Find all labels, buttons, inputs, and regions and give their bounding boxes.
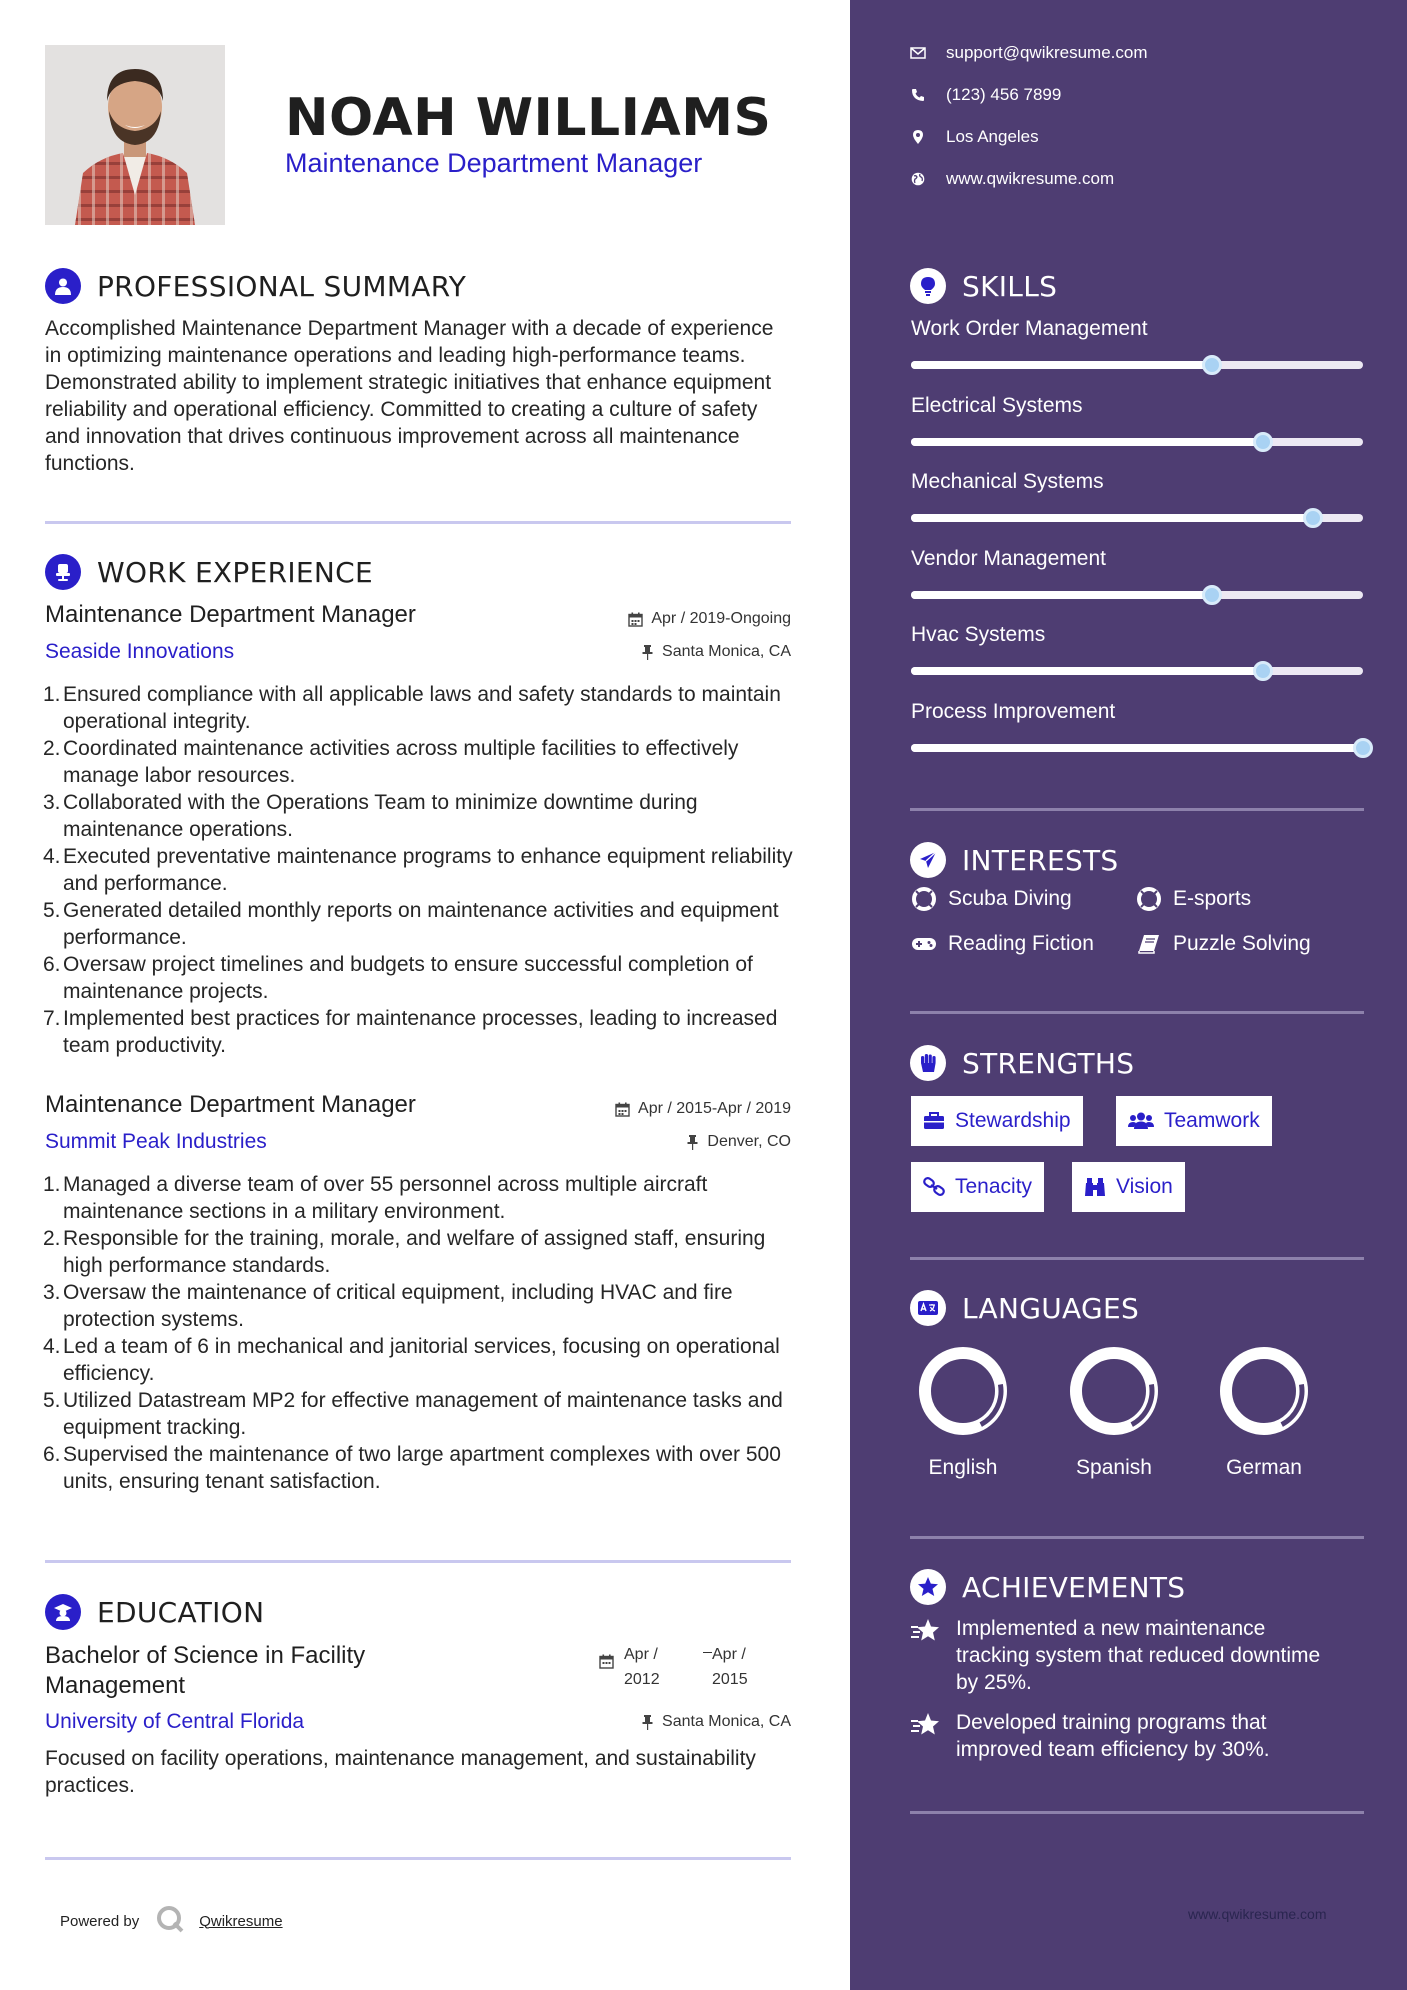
skill-name: Vendor Management [911,546,1106,570]
job-1-date-text: Apr / 2019-Ongoing [651,610,791,627]
list-item: 5. Utilized Datastream MP2 for effective management of maintenance tasks and equipment tracking. [43,1389,783,1439]
list-item: 6. Supervised the maintenance of two large apartment complexes with over 500 units, ensuring tenant satisfaction. [43,1443,781,1493]
email-text: support@qwikresume.com [946,43,1148,62]
contact-location [910,127,1039,147]
qwikresume-logo-icon [155,1904,185,1938]
job-2-title: Maintenance Department Manager [45,1091,416,1118]
list-item: 4. Led a team of 6 in mechanical and janitorial services, focusing on operational efficiency. [43,1335,780,1385]
skill-name: Process Improvement [911,699,1116,723]
skill-name: Work Order Management [911,317,1148,340]
job-2-responsibilities [45,1171,805,1495]
skill-bar [911,744,1363,752]
skill-level-knob [1303,508,1323,528]
star-icon [910,1709,942,1763]
lightbulb-icon [910,268,946,304]
languages-title: LANGUAGES [962,1291,1140,1325]
candidate-name: NOAH WILLIAMS [285,88,772,148]
skill-bar-fill [911,438,1263,446]
education-heading [45,1592,264,1632]
skill-bar [911,361,1363,369]
skill-level-knob [1253,432,1273,452]
education-divider [45,1857,791,1860]
interest-item: Scuba Diving [910,887,1072,911]
achievement-item: Implemented a new maintenance tracking system that reduced downtime by 25%. [910,1615,1330,1696]
list-item: 5. Generated detailed monthly reports on maintenance activities and equipment performance. [43,899,779,949]
candidate-title: Maintenance Department Manager [285,148,703,178]
footer-website[interactable]: www.qwikresume.com [1188,1906,1327,1922]
interest-item: E-sports [1135,887,1251,911]
briefcase-chair-icon [45,554,81,590]
pin-icon [641,645,654,660]
achievement-item: Developed training programs that improved team efficiency by 30%. [910,1709,1330,1763]
gamepad-icon [910,936,938,952]
briefcase-icon [923,1112,945,1130]
powered-by-label: Powered by [60,1912,140,1930]
contact-phone[interactable] [910,85,1061,105]
list-item: 1. Managed a diverse team of over 55 personnel across multiple aircraft maintenance sections in a military environment. [43,1173,708,1223]
summary-divider [45,521,791,524]
skills-title: SKILLS [962,269,1058,303]
calendar-icon [615,1102,630,1117]
education-end-date: Apr / 2015 [712,1646,748,1688]
language-icon [910,1290,946,1326]
job-1-company: Seaside Innovations [45,640,235,663]
globe-icon [910,172,926,186]
list-item: 6. Oversaw project timelines and budgets to ensure successful completion of maintenance projects. [43,953,753,1003]
summary-heading [45,266,466,306]
list-item: 2. Responsible for the training, morale, and welfare of assigned staff, ensuring high performance standards. [43,1227,766,1277]
pin-icon [641,1715,654,1730]
date-separator [703,1652,712,1653]
interest-item: Reading Fiction [910,932,1094,956]
skill-level-knob [1202,585,1222,605]
profile-photo [45,45,225,225]
skill-bar [911,591,1363,599]
language-level-ring [917,1345,1009,1437]
job-2-location [686,1133,791,1151]
skill-bar [911,438,1363,446]
experience-divider [45,1560,791,1563]
job-1-location [641,643,791,661]
strength-chip: Vision [1072,1162,1185,1212]
language-ring-center [1234,1361,1294,1421]
job-2-company: Summit Peak Industries [45,1130,267,1153]
binoculars-icon [1084,1177,1106,1197]
calendar-icon [599,1654,614,1674]
school-name: University of Central Florida [45,1710,305,1733]
education-title: EDUCATION [97,1595,265,1629]
skill-name: Electrical Systems [911,393,1083,417]
pin-icon [686,1135,699,1150]
summary-text: Accomplished Maintenance Department Manager with a decade of experience in optimizing maintenance operations and leading high-performance teams. Demonstrated ability to implement strategic initiatives that enhance equipment reliability and operational efficiency. Committed to creating a culture of safety and innovation that drives continuous improvement across all maintenance functions. [45,317,774,475]
phone-text: (123) 456 7899 [946,85,1062,104]
star-badge-icon [910,1569,946,1605]
skill-bar [911,667,1363,675]
languages-heading [910,1288,1139,1328]
languages-divider [910,1536,1364,1539]
degree-line-2: Management [45,1672,186,1699]
avatar-image [45,45,225,225]
job-1-location-text: Santa Monica, CA [662,643,791,660]
education-location-text: Santa Monica, CA [662,1713,791,1730]
map-marker-icon [910,130,926,144]
fist-icon [910,1045,946,1081]
achievements-heading [910,1567,1185,1607]
job-1-title: Maintenance Department Manager [45,601,416,628]
language-name: English [928,1456,998,1479]
list-item: 7. Implemented best practices for maintenance processes, leading to increased team productivity. [43,1007,778,1057]
skill-bar-fill [911,744,1363,752]
language-level-ring [1068,1345,1160,1437]
paper-plane-icon [910,842,946,878]
achievements-divider [910,1811,1364,1814]
strength-chip: Tenacity [911,1162,1044,1212]
contact-email[interactable] [910,43,1148,63]
book-icon [1135,934,1163,954]
education-location [641,1713,791,1731]
job-1-responsibilities [45,681,805,1059]
skill-bar [911,514,1363,522]
envelope-icon [910,47,926,59]
website-text: www.qwikresume.com [946,169,1115,188]
list-item: 1. Ensured compliance with all applicable laws and safety standards to maintain operational integrity. [43,683,781,733]
skill-level-knob [1253,661,1273,681]
experience-title: WORK EXPERIENCE [97,555,373,589]
graduate-icon [45,1594,81,1630]
experience-heading [45,552,373,592]
interests-heading [910,840,1119,880]
qwikresume-link[interactable]: Qwikresume [199,1912,283,1930]
interests-title: INTERESTS [962,843,1119,877]
list-item: 3. Collaborated with the Operations Team to minimize downtime during maintenance operations. [43,791,698,841]
skills-heading [910,266,1057,306]
link-icon [923,1177,945,1197]
skill-name: Mechanical Systems [911,470,1104,493]
summary-title: PROFESSIONAL SUMMARY [97,269,467,303]
degree-line-1: Bachelor of Science in Facility [45,1642,366,1669]
users-icon [1128,1112,1154,1130]
strengths-divider [910,1257,1364,1260]
contact-website[interactable] [910,169,1114,189]
language-level-ring [1218,1345,1310,1437]
list-item: 3. Oversaw the maintenance of critical equipment, including HVAC and fire protection systems. [43,1281,733,1331]
language-name: German [1226,1456,1302,1479]
education-description: Focused on facility operations, maintenance management, and sustainability practices. [45,1747,756,1797]
job-1-date [628,610,791,628]
degree-title [45,1641,365,1701]
phone-icon [910,88,926,102]
skill-bar-fill [911,591,1212,599]
strength-chip: Teamwork [1116,1096,1272,1146]
list-item: 4. Executed preventative maintenance programs to enhance equipment reliability and performance. [43,845,793,895]
star-icon [910,1615,942,1696]
interests-divider [910,1011,1364,1014]
interest-item: Puzzle Solving [1135,932,1311,956]
language-ring-center [933,1361,993,1421]
achievements-title: ACHIEVEMENTS [962,1570,1186,1604]
job-2-date-text: Apr / 2015-Apr / 2019 [638,1100,791,1117]
skill-level-knob [1353,738,1373,758]
skill-name: Hvac Systems [911,623,1046,646]
language-name: Spanish [1076,1456,1152,1479]
calendar-icon [628,612,643,627]
skill-bar-fill [911,514,1313,522]
education-start-date: Apr / 2012 [624,1646,660,1688]
user-icon [45,268,81,304]
skills-divider [910,808,1364,811]
skill-bar-fill [911,667,1263,675]
job-2-location-text: Denver, CO [707,1133,791,1150]
lifebuoy-icon [910,887,938,911]
strength-chip: Stewardship [911,1096,1083,1146]
powered-by [60,1904,283,1938]
list-item: 2. Coordinated maintenance activities across multiple facilities to effectively manage labor resources. [43,737,739,787]
language-ring-center [1084,1361,1144,1421]
location-text: Los Angeles [946,127,1039,146]
strengths-heading [910,1043,1134,1083]
skill-bar-fill [911,361,1212,369]
job-2-date [615,1100,791,1118]
lifebuoy-icon [1135,887,1163,911]
strengths-title: STRENGTHS [962,1046,1135,1080]
